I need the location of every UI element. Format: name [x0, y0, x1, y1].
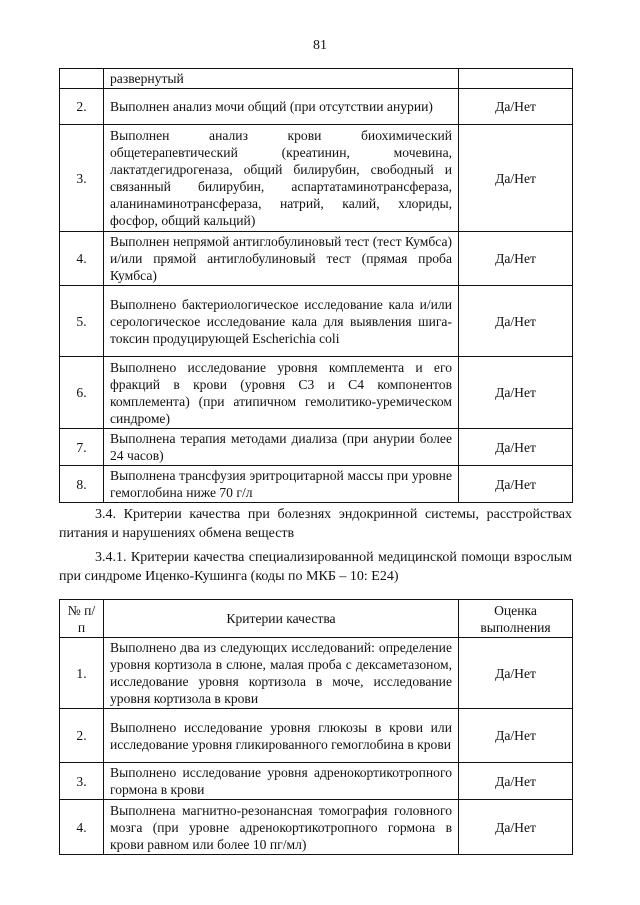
section-heading-3-4-1: 3.4.1. Критерии качества специализированной медицинской помощи взрослым при синдроме Иценко-Кушинга (коды по МКБ – 10: E24): [59, 550, 572, 584]
table-row: [60, 429, 573, 466]
criterion-text: Выполнен анализ крови биохимический общетерапевтический (креатинин, мочевина, лактатдегидрогеназа, общий билирубин, свободный и связанный билирубин, аспартатаминотрансфераза, аланинаминотрансфераза, натрий, калий, хлориды, фосфор, общий кальций): [104, 125, 459, 232]
row-number: 2.: [60, 89, 104, 125]
result-cell: Да/Нет: [459, 89, 573, 125]
row-number: 1.: [60, 638, 104, 709]
criterion-text: Выполнена терапия методами диализа (при анурии более 24 часов): [104, 429, 459, 466]
table-row: [60, 466, 573, 503]
row-number: 3.: [60, 763, 104, 800]
result-cell: Да/Нет: [459, 709, 573, 763]
row-number: 3.: [60, 125, 104, 232]
column-header-criteria: Критерии качества: [104, 600, 459, 638]
table-row: [60, 69, 573, 89]
row-number: 4.: [60, 800, 104, 855]
criterion-text: Выполнено исследование уровня глюкозы в крови или исследование уровня гликированного гемоглобина в крови: [104, 709, 459, 763]
criterion-text: Выполнен анализ мочи общий (при отсутствии анурии): [104, 89, 459, 125]
criterion-text: Выполнено исследование уровня адренокортикотропного гормона в крови: [104, 763, 459, 800]
table-row: [60, 232, 573, 286]
table-row: [60, 638, 573, 709]
result-cell: Да/Нет: [459, 800, 573, 855]
row-number: 2.: [60, 709, 104, 763]
table-row: [60, 709, 573, 763]
criterion-text: Выполнена магнитно-резонансная томография головного мозга (при уровне адренокортикотропного гормона в крови равном или более 10 пг/мл): [104, 800, 459, 855]
table-row: [60, 763, 573, 800]
result-cell: [459, 69, 573, 89]
section-heading-3-4: 3.4. Критерии качества при болезнях эндокринной системы, расстройствах питания и нарушениях обмена веществ: [59, 507, 572, 541]
page-number: 81: [313, 38, 327, 53]
table-row: [60, 357, 573, 429]
row-number: 6.: [60, 357, 104, 429]
table-row: [60, 89, 573, 125]
criterion-text: развернутый: [104, 69, 459, 89]
row-number: 5.: [60, 286, 104, 357]
table-row: [60, 125, 573, 232]
result-cell: Да/Нет: [459, 763, 573, 800]
table-row: [60, 800, 573, 855]
result-cell: Да/Нет: [459, 357, 573, 429]
criterion-text: Выполнено бактериологическое исследование кала и/или серологическое исследование кала для выявления шига-токсин продуцирующей Escherichia coli: [104, 286, 459, 357]
criterion-text: Выполнено исследование уровня комплемента и его фракций в крови (уровня С3 и С4 компонентов комплемента) (при атипичном гемолитико-уремическом синдроме): [104, 357, 459, 429]
result-cell: Да/Нет: [459, 429, 573, 466]
result-cell: Да/Нет: [459, 286, 573, 357]
table-row: [60, 286, 573, 357]
criterion-text: Выполнен непрямой антиглобулиновый тест (тест Кумбса) и/или прямой антиглобулиновый тест (прямая проба Кумбса): [104, 232, 459, 286]
result-cell: Да/Нет: [459, 466, 573, 503]
result-cell: Да/Нет: [459, 638, 573, 709]
row-number: 4.: [60, 232, 104, 286]
row-number: 7.: [60, 429, 104, 466]
criterion-text: Выполнено два из следующих исследований: определение уровня кортизола в слюне, малая проба с дексаметазоном, исследование уровня кортизола в моче, исследование уровня кортизола в крови: [104, 638, 459, 709]
table-header-row: [60, 600, 573, 638]
criteria-table-top: [59, 68, 573, 503]
result-cell: Да/Нет: [459, 232, 573, 286]
row-number: 8.: [60, 466, 104, 503]
result-cell: Да/Нет: [459, 125, 573, 232]
column-header-number: № п/п: [60, 600, 104, 638]
row-number: [60, 69, 104, 89]
column-header-result: Оценка выполнения: [459, 600, 573, 638]
criteria-table-cushing: [59, 599, 573, 855]
criterion-text: Выполнена трансфузия эритроцитарной массы при уровне гемоглобина ниже 70 г/л: [104, 466, 459, 503]
